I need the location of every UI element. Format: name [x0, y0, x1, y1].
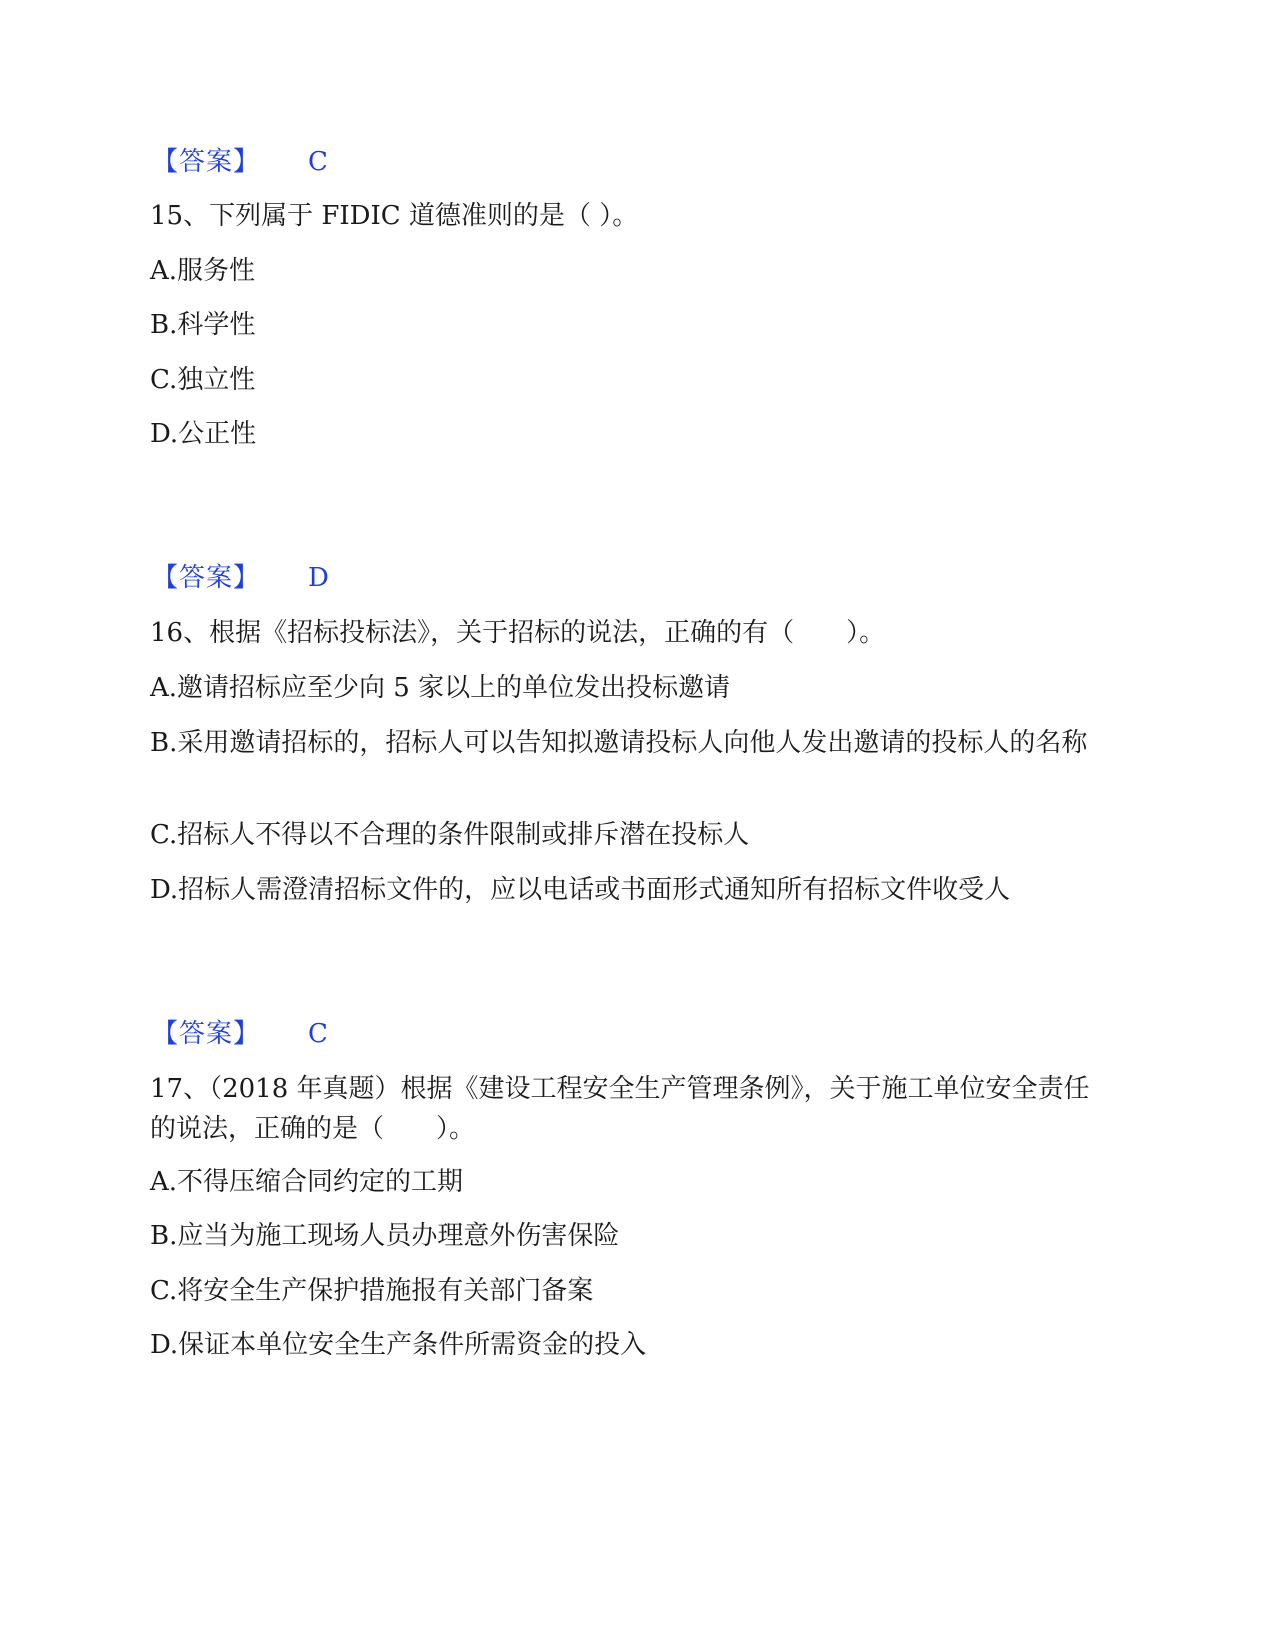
question-15-stem: 15、下列属于 FIDIC 道德准则的是（ ）。	[150, 201, 639, 231]
answer-label: 【答案】	[152, 147, 261, 177]
answer-label: 【答案】	[152, 563, 261, 593]
answer-value: C	[308, 1019, 328, 1049]
answer-value: D	[308, 563, 329, 593]
question-17-stem: 17、（2018 年真题）根据《建设工程安全生产管理条例》，关于施工单位安全责任的说法，正确的是（ ）。	[150, 1074, 1090, 1144]
question-17-option-a: A.不得压缩合同约定的工期	[150, 1167, 464, 1197]
answer-line-16	[152, 1014, 328, 1054]
question-16-stem: 16、根据《招标投标法》，关于招标的说法，正确的有（ ）。	[150, 618, 886, 648]
question-15-option-b: B.科学性	[150, 310, 256, 340]
question-17-option-b: B.应当为施工现场人员办理意外伤害保险	[150, 1221, 620, 1251]
answer-value: C	[308, 147, 328, 177]
question-15-option-c: C.独立性	[150, 365, 256, 395]
answer-line-15	[152, 558, 329, 598]
question-15-option-d: D.公正性	[150, 419, 257, 449]
answer-label: 【答案】	[152, 1019, 261, 1049]
question-17-option-c: C.将安全生产保护措施报有关部门备案	[150, 1276, 594, 1306]
question-16-option-b: B.采用邀请招标的，招标人可以告知拟邀请投标人向他人发出邀请的投标人的名称	[150, 728, 1088, 758]
question-17-option-d: D.保证本单位安全生产条件所需资金的投入	[150, 1330, 647, 1360]
question-16-option-d: D.招标人需澄清招标文件的，应以电话或书面形式通知所有招标文件收受人	[150, 875, 1011, 905]
question-16-option-c: C.招标人不得以不合理的条件限制或排斥潜在投标人	[150, 820, 750, 850]
question-15-option-a: A.服务性	[150, 256, 256, 286]
answer-line-14	[152, 142, 328, 182]
question-16-option-a: A.邀请招标应至少向 5 家以上的单位发出投标邀请	[150, 673, 731, 703]
